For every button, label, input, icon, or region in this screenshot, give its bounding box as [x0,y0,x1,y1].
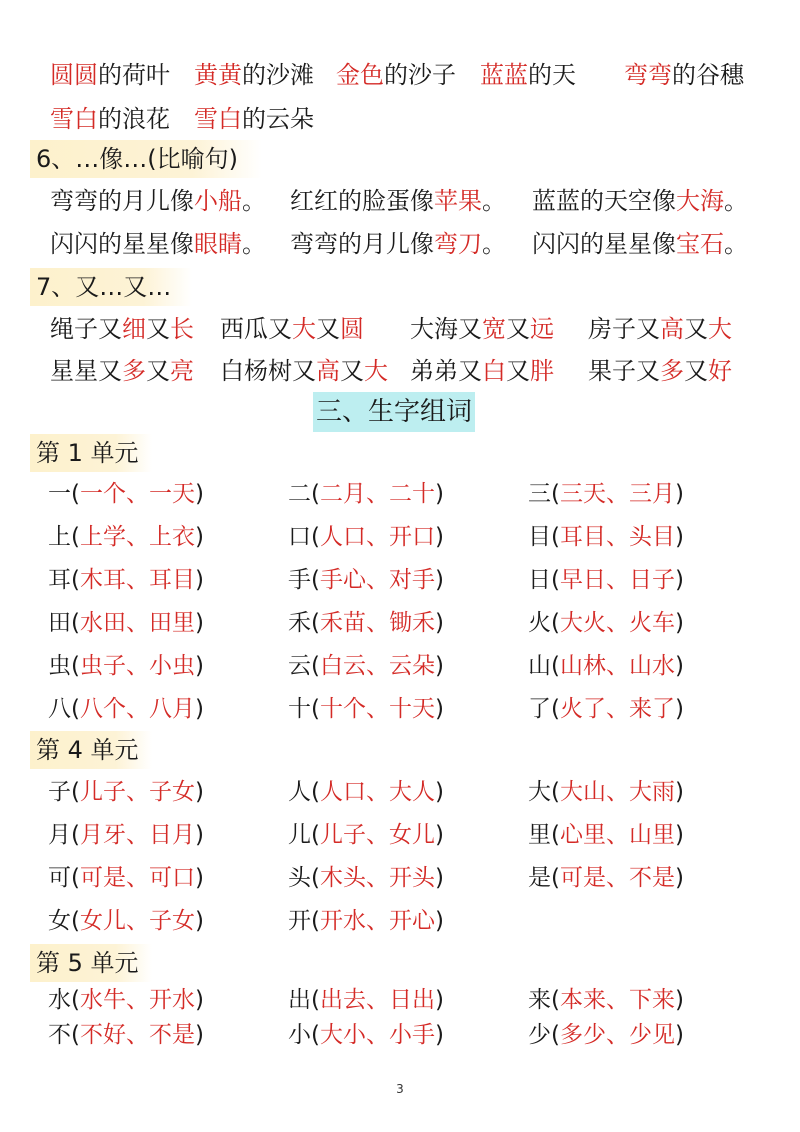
unit-1-label: 第 1 单元 [30,434,152,472]
word-group: 了(火了、来了) [528,696,684,722]
word-group: 开(开水、开心) [288,908,444,934]
phrase: 黄黄的沙滩 [194,61,314,89]
heading-you-you: 7、又…又… [30,268,192,306]
you-phrase: 白杨树又高又大 [220,357,388,385]
words: 水田、田里 [79,610,195,636]
words: 木耳、耳目 [79,567,195,593]
you-phrase: 绳子又细又长 [50,315,194,343]
word-group: 手(手心、对手) [288,567,444,593]
words: 人口、大人 [319,779,435,805]
character: 女 [48,908,71,934]
words: 大山、大雨 [559,779,675,805]
word-group: 女(女儿、子女) [48,908,204,934]
word-group: 子(儿子、子女) [48,779,204,805]
words: 上学、上衣 [79,524,195,550]
character: 火 [528,610,551,636]
character: 儿 [288,822,311,848]
word-group: 三(三天、三月) [528,481,684,507]
unit-5-label: 第 5 单元 [30,944,152,982]
words: 三天、三月 [559,481,675,507]
word-group: 火(大火、火车) [528,610,684,636]
words: 水牛、开水 [79,987,195,1013]
words: 虫子、小虫 [79,653,195,679]
words: 手心、对手 [319,567,435,593]
word-group: 禾(禾苗、锄禾) [288,610,444,636]
character: 人 [288,779,311,805]
words: 火了、来了 [559,696,675,722]
word-group: 口(人口、开口) [288,524,444,550]
character: 了 [528,696,551,722]
words: 人口、开口 [319,524,435,550]
you-phrase: 房子又高又大 [588,315,732,343]
character: 出 [288,987,311,1013]
words: 女儿、子女 [79,908,195,934]
word-group: 来(本来、下来) [528,987,684,1013]
word-group: 十(十个、十天) [288,696,444,722]
word-group: 是(可是、不是) [528,865,684,891]
word-group: 八(八个、八月) [48,696,204,722]
phrase: 雪白的浪花 [50,105,170,133]
simile-sentence: 弯弯的月儿像小船。 [50,187,266,215]
words: 八个、八月 [79,696,195,722]
word-group: 山(山林、山水) [528,653,684,679]
words: 儿子、女儿 [319,822,435,848]
word-group: 田(水田、田里) [48,610,204,636]
character: 一 [48,481,71,507]
character: 三 [528,481,551,507]
words: 山林、山水 [559,653,675,679]
words: 耳目、头目 [559,524,675,550]
words: 十个、十天 [319,696,435,722]
simile-sentence: 闪闪的星星像眼睛。 [50,230,266,258]
simile-sentence: 蓝蓝的天空像大海。 [532,187,748,215]
character: 二 [288,481,311,507]
words: 多少、少见 [559,1022,675,1048]
words: 一个、一天 [79,481,195,507]
words: 开水、开心 [319,908,435,934]
character: 可 [48,865,71,891]
you-phrase: 大海又宽又远 [410,315,554,343]
you-phrase: 星星又多又亮 [50,357,194,385]
words: 大小、小手 [319,1022,435,1048]
words: 大火、火车 [559,610,675,636]
simile-sentence: 红红的脸蛋像苹果。 [290,187,506,215]
phrase: 蓝蓝的天 [480,61,576,89]
word-group: 日(早日、日子) [528,567,684,593]
character: 来 [528,987,551,1013]
word-group: 出(出去、日出) [288,987,444,1013]
character: 十 [288,696,311,722]
character: 小 [288,1022,311,1048]
character: 水 [48,987,71,1013]
simile-sentence: 闪闪的星星像宝石。 [532,230,748,258]
phrase: 金色的沙子 [336,61,456,89]
word-group: 可(可是、可口) [48,865,204,891]
unit-4-label: 第 4 单元 [30,731,152,769]
word-group: 虫(虫子、小虫) [48,653,204,679]
word-group: 目(耳目、头目) [528,524,684,550]
word-group: 月(月牙、日月) [48,822,204,848]
word-group: 上(上学、上衣) [48,524,204,550]
character: 大 [528,779,551,805]
words: 早日、日子 [559,567,675,593]
words: 二月、二十 [319,481,435,507]
words: 白云、云朵 [319,653,435,679]
character: 口 [288,524,311,550]
character: 云 [288,653,311,679]
words: 心里、山里 [559,822,675,848]
word-group: 大(大山、大雨) [528,779,684,805]
character: 头 [288,865,311,891]
character: 禾 [288,610,311,636]
character: 开 [288,908,311,934]
page-number: 3 [396,1082,404,1096]
phrase: 弯弯的谷穗 [624,61,744,89]
character: 手 [288,567,311,593]
words: 月牙、日月 [79,822,195,848]
character: 田 [48,610,71,636]
you-phrase: 西瓜又大又圆 [220,315,364,343]
character: 山 [528,653,551,679]
word-group: 里(心里、山里) [528,822,684,848]
words: 可是、不是 [559,865,675,891]
you-phrase: 弟弟又白又胖 [410,357,554,385]
phrase: 圆圆的荷叶 [50,61,170,89]
character: 耳 [48,567,71,593]
words: 儿子、子女 [79,779,195,805]
word-group: 二(二月、二十) [288,481,444,507]
word-group: 少(多少、少见) [528,1022,684,1048]
you-phrase: 果子又多又好 [588,357,732,385]
words: 出去、日出 [319,987,435,1013]
character: 目 [528,524,551,550]
word-group: 耳(木耳、耳目) [48,567,204,593]
words: 不好、不是 [79,1022,195,1048]
section-title: 三、生字组词 [313,392,475,432]
simile-sentence: 弯弯的月儿像弯刀。 [290,230,506,258]
word-group: 云(白云、云朵) [288,653,444,679]
word-group: 小(大小、小手) [288,1022,444,1048]
character: 少 [528,1022,551,1048]
word-group: 不(不好、不是) [48,1022,204,1048]
character: 上 [48,524,71,550]
character: 月 [48,822,71,848]
character: 是 [528,865,551,891]
character: 不 [48,1022,71,1048]
character: 八 [48,696,71,722]
words: 木头、开头 [319,865,435,891]
heading-simile: 6、…像…(比喻句) [30,140,262,178]
words: 本来、下来 [559,987,675,1013]
words: 可是、可口 [79,865,195,891]
word-group: 人(人口、大人) [288,779,444,805]
phrase: 雪白的云朵 [194,105,314,133]
word-group: 头(木头、开头) [288,865,444,891]
character: 日 [528,567,551,593]
character: 里 [528,822,551,848]
word-group: 水(水牛、开水) [48,987,204,1013]
character: 虫 [48,653,71,679]
character: 子 [48,779,71,805]
words: 禾苗、锄禾 [319,610,435,636]
word-group: 一(一个、一天) [48,481,204,507]
word-group: 儿(儿子、女儿) [288,822,444,848]
